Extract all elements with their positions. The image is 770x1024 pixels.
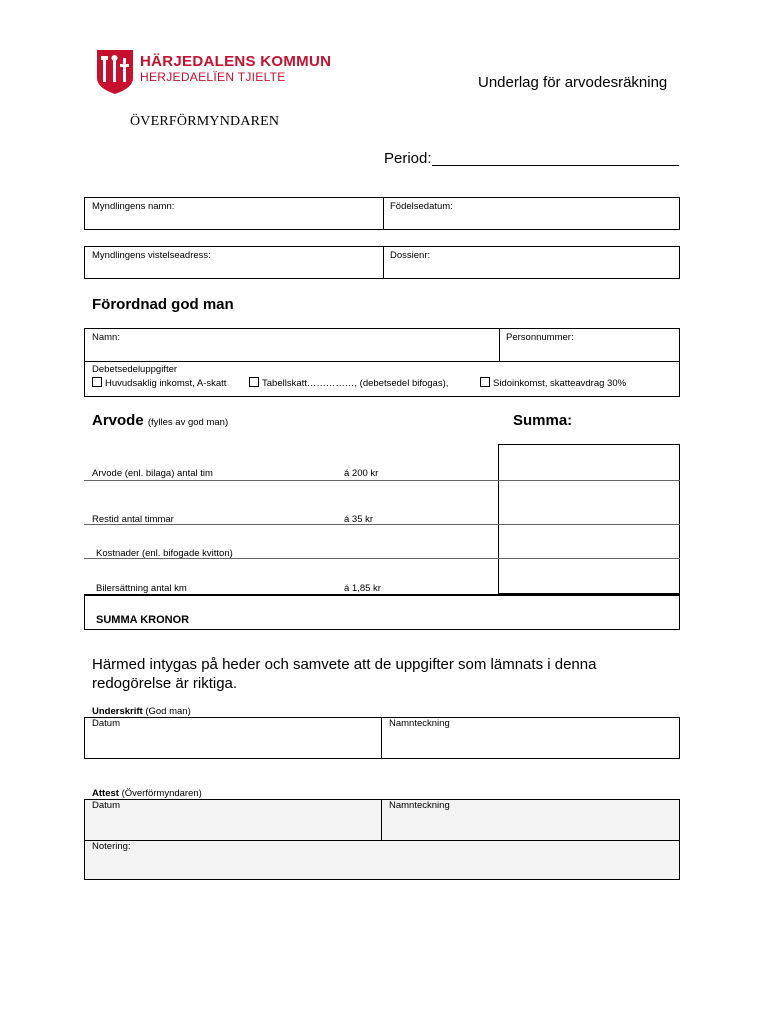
dossier-field[interactable]: [387, 261, 677, 277]
signature-sign-label: Namnteckning: [389, 718, 450, 729]
fee-heading: Arvode (fylles av god man): [92, 412, 229, 429]
attest-sign-field[interactable]: [385, 812, 677, 838]
fee-row-rate-mileage: á 1,85 kr: [344, 583, 381, 594]
ward-address-label: Myndlingens vistelseadress:: [92, 250, 211, 261]
fee-row-rate-travel: á 35 kr: [344, 514, 374, 525]
tax-info-label: Debetsedeluppgifter: [92, 364, 178, 375]
fee-row-label-travel: Restid antal timmar: [92, 514, 174, 525]
guardian-pnr-field[interactable]: [503, 343, 677, 359]
fee-heading-note: (fylles av god man): [147, 417, 229, 428]
signature-date-field[interactable]: [87, 730, 379, 757]
guardian-name-label: Namn:: [92, 332, 120, 343]
fee-table: [84, 444, 680, 630]
attest-box: [84, 799, 680, 880]
ward-address-box: [84, 246, 680, 279]
attest-date-field[interactable]: [87, 812, 379, 838]
fee-row-label-mileage: Bilersättning antal km: [96, 583, 187, 594]
signature-sign-field[interactable]: [385, 730, 677, 757]
checkbox-tabellskatt[interactable]: [249, 377, 259, 387]
signature-date-label: Datum: [92, 718, 120, 729]
guardian-name-field[interactable]: [87, 343, 497, 359]
period-label: Period:: [384, 150, 432, 167]
attest-sign-label: Namnteckning: [389, 800, 450, 811]
total-field[interactable]: [501, 598, 677, 628]
ward-dob-field[interactable]: [387, 212, 677, 228]
logo-name-swedish: HÄRJEDALENS KOMMUN: [140, 53, 332, 70]
signature-heading: Underskrift (God man): [92, 706, 191, 717]
ward-name-box: [84, 197, 680, 230]
document-title: Underlag för arvodesräkning: [478, 74, 668, 91]
municipality-logo-icon: [97, 50, 133, 94]
fee-row-label-hours: Arvode (enl. bilaga) antal tim: [92, 468, 213, 479]
guardian-heading: Förordnad god man: [92, 296, 234, 313]
checkbox-sidoinkomst[interactable]: [480, 377, 490, 387]
fee-sum-mileage-field[interactable]: [500, 560, 678, 593]
tax-option-tabellskatt[interactable]: Tabellskatt……………, (debetsedel bifogas),: [249, 377, 448, 389]
certification-text: Härmed intygas på heder och samvete att de uppgifter som lämnats i denna redogörelse är riktiga.: [92, 656, 597, 692]
signature-box: [84, 717, 680, 759]
attest-heading: Attest (Överförmyndaren): [92, 788, 202, 799]
fee-sum-hours-field[interactable]: [500, 446, 678, 479]
sum-heading: Summa:: [513, 412, 573, 429]
logo-name-sami: HERJEDAELÏEN TJIELTE: [140, 70, 286, 84]
fee-row-label-costs: Kostnader (enl. bifogade kvitton): [96, 548, 233, 559]
checkbox-a-skatt[interactable]: [92, 377, 102, 387]
fee-sum-travel-field[interactable]: [500, 482, 678, 523]
ward-address-field[interactable]: [87, 261, 381, 277]
guardian-box: [84, 328, 680, 397]
total-label: SUMMA KRONOR: [96, 614, 190, 626]
fee-row-rate-hours: á 200 kr: [344, 468, 379, 479]
attest-date-label: Datum: [92, 800, 120, 811]
tax-option-a-skatt[interactable]: Huvudsaklig inkomst, A-skatt: [92, 377, 226, 389]
ward-dob-label: Födelsedatum:: [390, 201, 453, 212]
fee-sum-costs-field[interactable]: [500, 526, 678, 557]
ward-name-label: Myndlingens namn:: [92, 201, 175, 212]
tax-option-sidoinkomst[interactable]: Sidoinkomst, skatteavdrag 30%: [480, 377, 626, 389]
guardian-pnr-label: Personnummer:: [506, 332, 574, 343]
ward-name-field[interactable]: [87, 212, 381, 228]
organization-name: ÖVERFÖRMYNDAREN: [130, 114, 280, 129]
attest-note-field[interactable]: [87, 854, 677, 878]
total-row: [84, 594, 680, 630]
attest-note-label: Notering:: [92, 841, 131, 852]
dossier-label: Dossienr:: [390, 250, 431, 261]
period-input-line[interactable]: [432, 165, 679, 166]
